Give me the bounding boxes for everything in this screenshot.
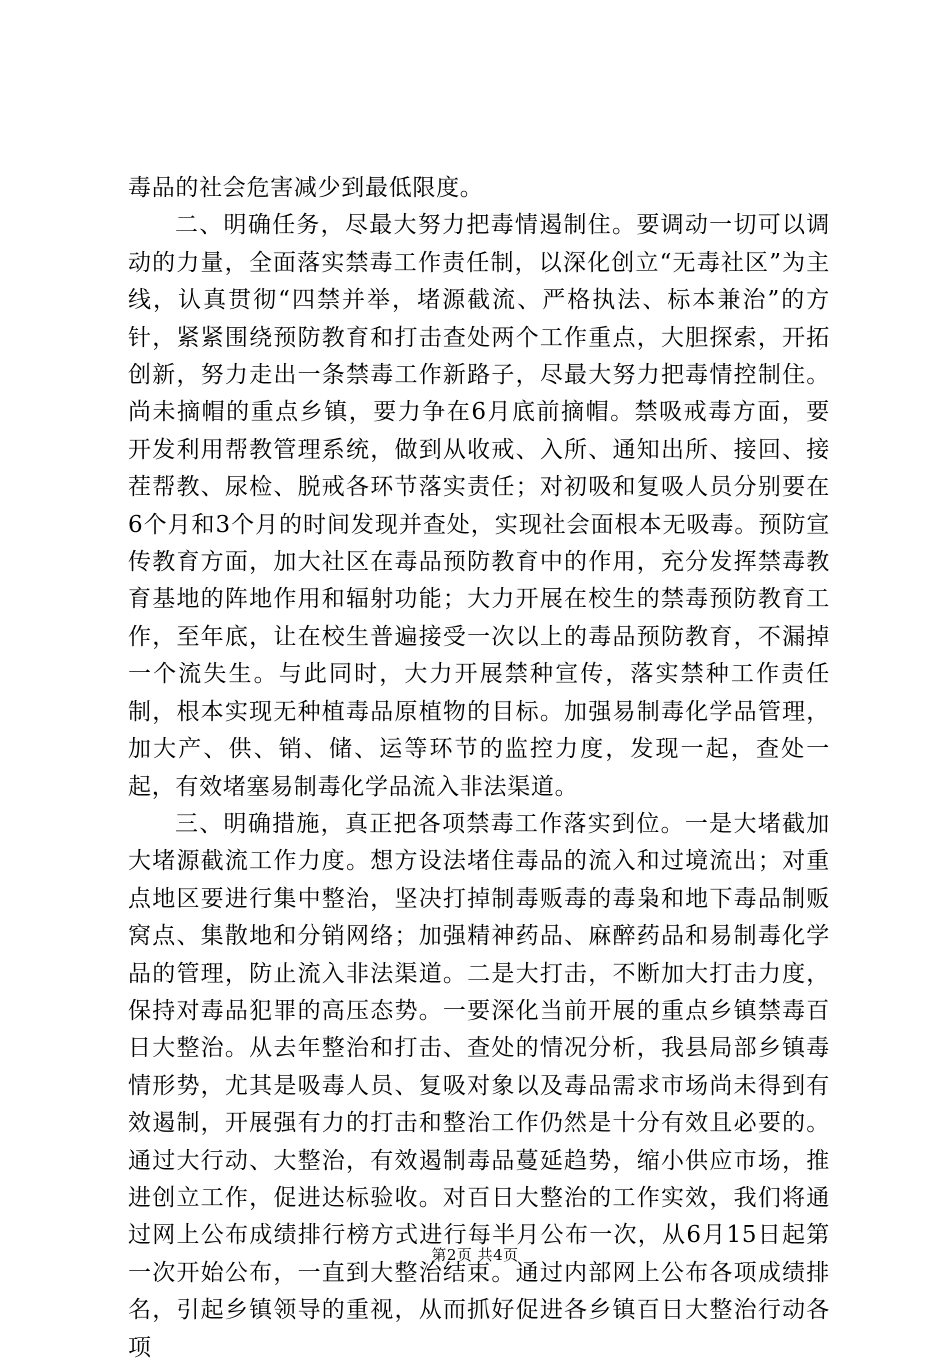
document-body (128, 170, 830, 1367)
page-footer (0, 1244, 950, 1265)
paragraph-section-two: 二、明确任务，尽最大努力把毒情遏制住。要调动一切可以调动的力量，全面落实禁毒工作责任制，以深化创立“无毒社区”为主线，认真贯彻“四禁并举，堵源截流、严格执法、标本兼治”的方针，紧紧围绕预防教育和打击查处两个工作重点，大胆探索，开拓创新，努力走出一条禁毒工作新路子，尽最大努力把毒情控制住。尚未摘帽的重点乡镇，要力争在6月底前摘帽。禁吸戒毒方面，要开发利用帮教管理系统，做到从收戒、入所、通知出所、接回、接茬帮教、尿检、脱戒各环节落实责任；对初吸和复吸人员分别要在6个月和3个月的时间发现并查处，实现社会面根本无吸毒。预防宣传教育方面，加大社区在毒品预防教育中的作用，充分发挥禁毒教育基地的阵地作用和辐射功能；大力开展在校生的禁毒预防教育工作，至年底，让在校生普遍接受一次以上的毒品预防教育，不漏掉一个流失生。与此同时，大力开展禁种宣传，落实禁种工作责任制，根本实现无种植毒品原植物的目标。加强易制毒化学品管理，加大产、供、销、储、运等环节的监控力度，发现一起，查处一起，有效堵塞易制毒化学品流入非法渠道。 (128, 212, 830, 800)
paragraph-section-three: 三、明确措施，真正把各项禁毒工作落实到位。一是大堵截加大堵源截流工作力度。想方设法堵住毒品的流入和过境流出；对重点地区要进行集中整治，坚决打掉制毒贩毒的毒枭和地下毒品制贩窝点、集散地和分销网络；加强精神药品、麻醉药品和易制毒化学品的管理，防止流入非法渠道。二是大打击，不断加大打击力度，保持对毒品犯罪的高压态势。一要深化当前开展的重点乡镇禁毒百日大整治。从去年整治和打击、查处的情况分析，我县局部乡镇毒情形势，尤其是吸毒人员、复吸对象以及毒品需求市场尚未得到有效遏制，开展强有力的打击和整治工作仍然是十分有效且必要的。通过大行动、大整治，有效遏制毒品蔓延趋势，缩小供应市场，推进创立工作，促进达标验收。对百日大整治的工作实效，我们将通过网上公布成绩排行榜方式进行每半月公布一次，从6月15日起第一次开始公布，一直到大整治结束。通过内部网上公布各项成绩排名，引起乡镇领导的重视，从而抓好促进各乡镇百日大整治行动各项 (128, 810, 830, 1361)
page-number-label: 第2页 共4页 (431, 1246, 519, 1264)
paragraph-continuation: 毒品的社会危害减少到最低限度。 (128, 175, 484, 201)
